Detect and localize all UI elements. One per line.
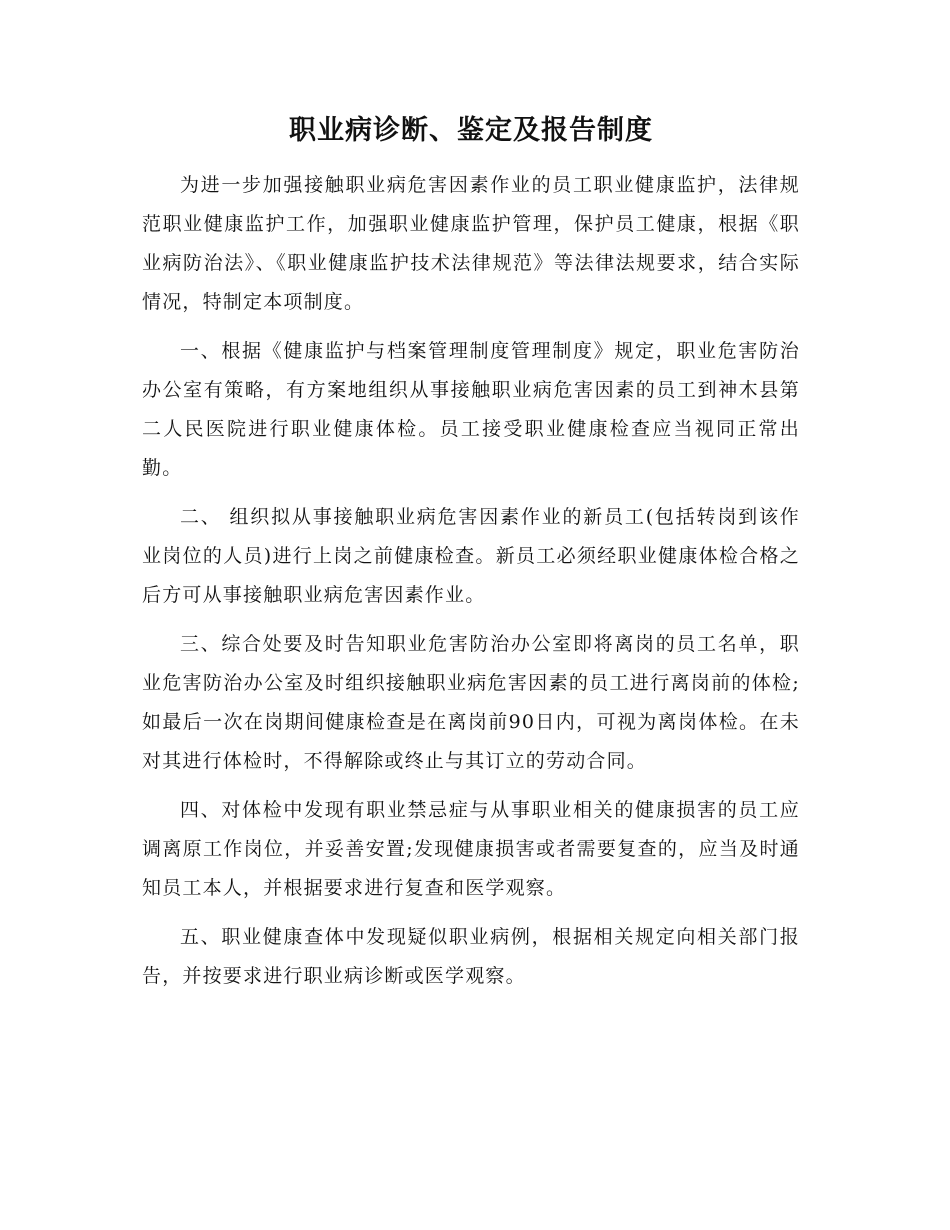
clause-2-paragraph: 二、 组织拟从事接触职业病危害因素作业的新员工(包括转岗到该作业岗位的人员)进行上岗之前健康检查。新员工必须经职业健康体检合格之后方可从事接触职业病危害因素作业。	[142, 506, 800, 606]
clause-4-paragraph: 四、对体检中发现有职业禁忌症与从事职业相关的健康损害的员工应调离原工作岗位，并妥善安置;发现健康损害或者需要复查的，应当及时通知员工本人，并根据要求进行复查和医学观察。	[142, 799, 800, 899]
clause-3-paragraph: 三、综合处要及时告知职业危害防治办公室即将离岗的员工名单，职业危害防治办公室及时组织接触职业病危害因素的员工进行离岗前的体检;如最后一次在岗期间健康检查是在离岗前90日内，可视为离岗体检。在未对其进行体检时，不得解除或终止与其订立的劳动合同。	[142, 633, 800, 772]
clause-1-paragraph: 一、根据《健康监护与档案管理制度管理制度》规定，职业危害防治办公室有策略，有方案地组织从事接触职业病危害因素的员工到神木县第二人民医院进行职业健康体检。员工接受职业健康检查应当视同正常出勤。	[142, 340, 800, 479]
document-title: 职业病诊断、鉴定及报告制度	[289, 115, 653, 146]
clause-5-paragraph: 五、职业健康查体中发现疑似职业病例，根据相关规定向相关部门报告，并按要求进行职业病诊断或医学观察。	[142, 926, 800, 987]
intro-paragraph: 为进一步加强接触职业病危害因素作业的员工职业健康监护，法律规范职业健康监护工作，加强职业健康监护管理，保护员工健康，根据《职业病防治法》、《职业健康监护技术法律规范》等法律法规要求，结合实际情况，特制定本项制度。	[142, 174, 800, 313]
